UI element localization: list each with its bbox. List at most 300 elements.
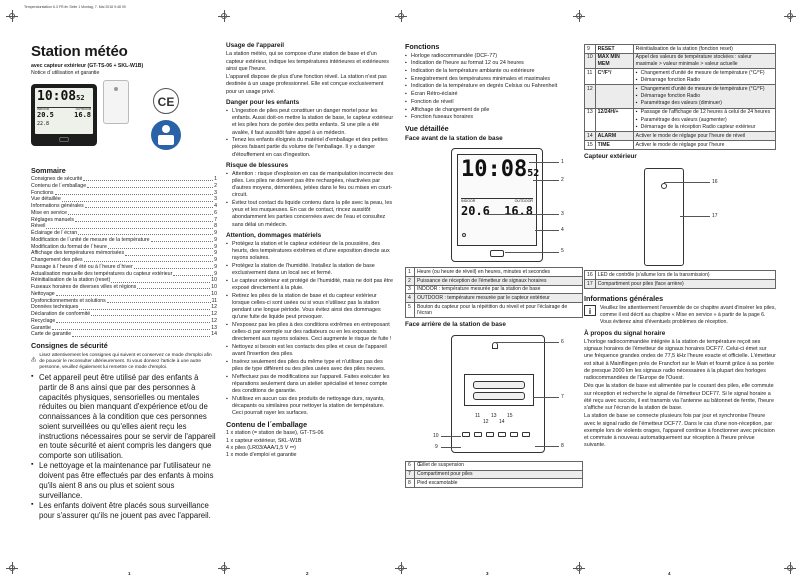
toc-entry-page: 8 [214,223,217,230]
safety-bullet: ▪ Les enfants doivent être placés sous surveillance pour s'assurer qu'ils ne jouent pas avec l'appareil. [31,501,217,520]
front-outdoor-value: 16.8 [504,204,533,219]
crop-mark [218,10,230,22]
toc-entry-title: Actualisation manuelle des températures du capteur extérieur [31,270,173,277]
legend-number: 7 [406,470,415,479]
front-view-figure [405,144,583,267]
damage-bullet: ▪ N'effectuez pas de modifications sur l'appareil. Faites exécuter les réparations seulement dans un atelier spécialisé et tenez compte des conditions de garantie. [226,374,394,395]
callout-7: 7 [561,393,564,400]
toc-entry [31,176,217,183]
legend-row [406,479,583,488]
toc-entry [31,277,217,284]
button-description [633,53,775,68]
sensor-title: Capteur extérieur [584,152,637,160]
button-description [633,85,775,109]
toc-entry-title: Consignes de sécurité [31,176,83,183]
button-legend-row [585,68,776,84]
toc-entry-title: Nettoyage [31,290,55,297]
toc-entry-page: 9 [214,250,217,257]
button-legend-row [585,132,776,141]
button-description [633,68,775,84]
button-description-list [636,109,773,130]
general-info-title: Informations générales [584,293,664,303]
button-name: RESET [595,45,633,54]
toc-entry-title: Modification de l´unité de mesure de la température [31,236,150,243]
legend-row [406,277,583,286]
package-content-item: 1 x capteur extérieur, SKL-W1B [226,437,302,444]
toc-entry-title: Réveil [31,223,46,230]
damage-bullet: ▪ N'utilisez en aucun cas des produits de nettoyage durs, rayants, décapants ou similaires pour nettoyer la station de température. Ceci pourrait rayer les surfaces. [226,396,394,417]
toc-leader [151,237,214,242]
callout-4: 4 [561,227,564,234]
toc-entry [31,304,217,311]
button-description-item: ▪ Changement d'unité de mesure de température (°C/°F) [636,70,773,77]
legend-number: 16 [585,271,596,280]
display-outdoor-label: OUTDOOR [75,106,91,111]
button-description-item: ▪ Paramétrage des valeurs (augmenter) [636,117,773,124]
toc-entry-page: 10 [211,284,217,291]
base-station-image [31,84,97,146]
ce-mark-icon: CE [153,88,179,114]
display-bottom-value: 22.8 [37,120,50,127]
usage-title: Usage de l'appareil [226,42,284,49]
button-description-item: ▪ Démarrage fonction Radio [636,77,773,84]
toc-entry [31,325,217,332]
toc-entry-page: 14 [211,331,217,338]
legend-row [585,271,776,280]
front-display-seconds: 52 [527,168,540,180]
document-title: Station météo [31,43,128,60]
crop-mark [573,10,585,22]
kids-danger-bullet: ▪ Tenez les enfants éloignés du matériel d'emballage et des petites pièces faisant partie du volume de l'emballage. Il y a danger d'étouffement en cas d'ingestion. [226,137,394,158]
damage-bullet: ▪ Nettoyez si besoin est les contacts des piles et ceux de l'appareil avant l'insertion des piles. [226,344,394,358]
battery-compartment [464,374,534,406]
front-legend-table [405,267,583,318]
product-image [31,80,217,166]
front-snooze-button [490,250,504,257]
buttons-legend-table [584,44,776,150]
toc-entry-title: Réglages manuels [31,216,74,223]
button-legend-row [585,53,776,68]
safety-bullets [31,373,217,520]
button-description-item: ▪ Démarrage de la réception Radio capteur extérieur [636,124,773,131]
document-notice: Notice d´utilisation et garantie [31,69,100,76]
package-content-item: 4 x piles (LR03/AAA/1,5 V ⎓) [226,444,296,451]
toc-leader [78,230,213,235]
snooze-button-image [59,137,69,142]
toc-entry [31,284,217,291]
legend-number: 1 [406,268,415,277]
legend-number: 10 [585,53,596,68]
legend-number: 8 [406,479,415,488]
toc-entry-page: 12 [211,317,217,324]
toc-entry-page: 9 [214,243,217,250]
function-item: ▪ Écran Rétro-éclairé [405,91,583,98]
toc-entry-page: 10 [211,290,217,297]
callout-11: 11 [475,412,481,419]
toc-entry [31,210,217,217]
callout-12: 12 [483,418,489,425]
document-subtitle: avec capteur extérieur (GT-TS-06 + SKL-W1B) [31,62,144,69]
toc-leader [85,203,213,208]
toc-entry-page: 6 [214,209,217,216]
signal-paragraph: Dès que la station de base est alimentée par le courant des piles, elle commute sur réception et recherche le signal de l'émetteur DCF77. Si le signal horaire a été reçu avec succès, il est transmis via l'antenne au bâtonnet de ferrite, l'heure s'affiche sur l'écran de la station de base. [584,383,774,411]
print-header: Temperaturstation 6.3 FR.fm Seite 1 Montag, 7. Mai 2018 9:48 09 [24,5,126,9]
button-description [633,45,775,54]
crop-mark [784,562,796,574]
injury-risk-bullet: ▪ Attention : risque d'explosion en cas de manipulation incorrecte des piles. Les piles ne doivent pas être rechargées, réactivées par d'autres moyens, démontées, jetées dans le feu ou mises en court-circuit. [226,171,394,200]
front-display-time: 10:08 [461,157,528,183]
legend-text: Pied escamotable [415,479,583,488]
toc-entry [31,311,217,318]
toc-entry-page: 9 [214,230,217,237]
crop-mark [6,562,18,574]
toc-leader [75,217,213,222]
toc-leader [56,318,210,323]
toc-entry-page: 10 [211,277,217,284]
button-name: TIME [595,141,633,150]
callout-9: 9 [435,443,438,450]
button-legend-row [585,108,776,132]
legend-text: LED de contrôle (s'allume lors de la transmission) [595,271,775,280]
display-indoor-label: INDOOR [37,106,49,111]
button-name: MAX MIN MEM [595,53,633,68]
usage-paragraph: La station météo, qui se compose d'une station de base et d'un capteur extérieur, indique les températures intérieures et extérieures ainsi que l'heure. [226,51,390,72]
legend-text: Puissance de réception de l'émetteur de signaux horaires [415,277,583,286]
legend-number: 17 [585,279,596,288]
sensor-led-image [114,87,118,91]
injury-risk-bullets [226,171,394,229]
toc-entry [31,244,217,251]
toc-entry-page: 2 [214,182,217,189]
legend-text: Compartiment pour piles [415,470,583,479]
outdoor-sensor-image [103,80,129,124]
damage-title: Attention, dommages matériels [226,231,322,239]
damage-bullets [226,241,394,417]
toc-entry-title: Carte de garantie [31,331,72,338]
button-description-item: ▪ Passage de l'affichage de 12 heures à celui de 24 heures [636,109,773,116]
button-description-list [636,86,773,107]
signal-title: À propos du signal horaire [584,329,666,337]
damage-bullet: ▪ Le capteur extérieur est protégé de l'humidité, mais ne doit pas être exposé directement à la pluie. [226,278,394,292]
toc-entry [31,271,217,278]
back-buttons [462,432,536,446]
toc-entry [31,217,217,224]
table-of-contents [31,176,217,338]
function-item: ▪ Horloge radiocommandée (DCF-77) [405,53,583,60]
legend-number: 11 [585,68,596,84]
safety-warning-text: Lisez attentivement les consignes qui suivent et conservez ce mode d'emploi afin de pouvoir le reconsulter ultérieurement. Si vous donnez l'article à une autre personne, veuillez également lui remettre ce mode d'emploi. [39,352,212,370]
legend-row [406,294,583,303]
legend-number: 3 [406,285,415,294]
safety-bullet: ▪ Le nettoyage et la maintenance par l'utilisateur ne doivent pas être effectués par des enfants à moins qu'ils aient 8 ans ou plus et soient sous surveillance. [31,461,217,500]
toc-entry-title: Fuseaux horaires de diverses villes et régions [31,284,137,291]
base-station-screen [35,88,93,134]
sensor-figure [584,162,776,270]
page-number: 1 [128,571,131,576]
legend-row [406,470,583,479]
callout-1: 1 [561,159,564,166]
crop-mark [395,10,407,22]
toc-entry-page: 11 [211,297,217,304]
callout-8: 8 [561,442,564,449]
back-legend-table [405,461,583,488]
callout-10: 10 [433,432,439,439]
toc-entry-page: 7 [214,216,217,223]
damage-bullet: ▪ N'exposez pas les piles à des conditions extrêmes en entreposant celles-ci par exemple sur des radiateurs ou en les exposants directement aux rayons solaires. Ceci augmente le risque de fuite ! [226,322,394,343]
package-content-item: 1 x station (= station de base), GT-TS-06 [226,430,324,437]
toc-entry-page: 1 [214,176,217,183]
front-station-screen [457,154,540,246]
toc-entry [31,237,217,244]
toc-leader [46,223,213,228]
toc-entry [31,183,217,190]
legend-row [406,285,583,294]
damage-bullet: ▪ Insérez seulement des piles du même type et n'utilisez pas des piles de type différent ou des piles usées avec des piles neuves. [226,359,394,373]
legend-number: 14 [585,132,596,141]
back-station-outline [451,335,545,453]
front-view-title: Face avant de la station de base [405,134,503,142]
legend-number: 12 [585,85,596,109]
toc-entry-title: Modification du format de l´heure [31,243,107,250]
toc-entry [31,318,217,325]
toc-entry-page: 9 [214,257,217,264]
toc-entry [31,331,217,338]
toc-leader [111,277,210,282]
detail-view-title: Vue détaillée [405,124,449,134]
crop-mark [573,562,585,574]
kids-danger-bullet: ▪ L'ingestion de piles peut constituer un danger mortel pour les enfants. Aussi doit-on mettre la station de base, le capteur extérieur et les piles hors de portée des petits enfants. Si une pile a été avalée, il faut aussitôt faire appel à un médecin. [226,108,394,137]
toc-title: Sommaire [31,165,66,175]
page-2 [226,40,394,459]
functions-list [405,53,583,122]
toc-entry-title: Informations générales [31,203,84,210]
legend-number: 9 [585,45,596,54]
toc-leader [79,304,210,309]
toc-entry-page: 12 [211,304,217,311]
page-number: 3 [486,571,489,576]
toc-leader [62,196,213,201]
toc-entry-page: 13 [211,324,217,331]
button-name: ALARM [595,132,633,141]
toc-entry-page: 9 [214,270,217,277]
toc-entry [31,203,217,210]
toc-entry-title: Vue détaillée [31,196,61,203]
legend-number: 4 [406,294,415,303]
legend-row [406,268,583,277]
toc-leader [56,291,211,296]
toc-entry [31,190,217,197]
toc-entry-page: 9 [214,236,217,243]
toc-leader [83,176,213,181]
damage-bullet: ▪ Retirez les piles de la station de base et du capteur extérieur lorsque celles-ci sont usées ou si vous n'utilisez pas la station pendant une longue période. Vous évitez ainsi des dommages qu'une fuite de liquide peut provoquer. [226,293,394,322]
button-description [633,108,775,132]
toc-leader [84,257,213,262]
display-seconds: 52 [76,93,85,102]
signal-paragraph: L'horloge radiocommandée intégrée à la station de température reçoit ses signaux horaires de l'émetteur de signaux horaires DCF77. Celui-ci émet sur une fréquence grandes ondes de 77,5 kHz l'heure exacte et officielle. L'émetteur est situé à Mainflingen près de Francfort sur le Main et fournit grâce à sa portée de presque 2000 km les signaux radio nécessaires à la plupart des horloges radiocommandées de l'Europe de l'Ouest. [584,339,776,381]
sensor-led [661,183,667,189]
toc-leader [52,325,210,330]
callout-6: 6 [561,338,564,345]
page-3 [405,40,583,488]
toc-entry-title: Données techniques [31,304,79,311]
legend-row [585,279,776,288]
button-description-text: Activer le mode de réglage pour l'heure [635,141,725,148]
button-description [633,132,775,141]
back-view-title: Face arrière de la station de base [405,321,506,329]
back-view-figure [405,331,583,461]
general-info-box [584,305,776,326]
toc-entry-title: Affichage des températures mémorisées [31,250,125,257]
toc-leader [107,298,211,303]
toc-entry-title: Réinitialisation de la station (reset) [31,277,111,284]
toc-entry-title: Fonctions [31,189,54,196]
button-description-item: ▪ Paramétrage des valeurs (diminuer) [636,100,773,107]
toc-entry-page: 3 [214,196,217,203]
toc-entry-title: Changement des piles [31,257,83,264]
toc-leader [137,284,210,289]
toc-entry-title: Mise en service [31,209,68,216]
callout-16: 16 [712,179,718,186]
kids-danger-bullets [226,108,394,158]
callout-13: 13 [491,412,497,419]
button-description [633,141,775,150]
function-item: ▪ Indication de la température ambiante ou extérieure [405,68,583,75]
crop-mark [6,10,18,22]
safety-bullet: ▪ Cet appareil peut être utilisé par des enfants à partir de 8 ans ainsi que par des personnes à capacités physiques, sensorielles ou mentales réduites ou bien manquant d'expérience et/ou de connaissances à la condition que ces personnes soient surveillées ou qu'elles aient reçu les instructions nécessaires pour se servir de l'appareil en toute sécurité et aient compris les dangers que comporte son utilisation. [31,373,217,461]
button-description-text: Activer le mode de réglage pour l'heure de réveil [635,132,746,139]
damage-bullet: ▪ Protégez la station et le capteur extérieur de la poussière, des heurts, des températures extrêmes et d'une exposition directe aux rayons solaires. [226,241,394,262]
button-description-text: Réinitialisation de la station (fonction reset) [635,45,733,52]
toc-leader [134,264,213,269]
package-content-title: Contenu de l´emballage [226,419,308,429]
toc-entry [31,223,217,230]
function-item: ▪ Fonction fuseaux horaires [405,114,583,121]
display-time: 10:08 [37,88,77,104]
callout-15: 15 [507,412,513,419]
button-legend-row [585,141,776,150]
button-name: 12/24H/+ [595,108,633,132]
legend-row [406,461,583,470]
callout-2: 2 [561,177,564,184]
hanging-eyelet [492,342,498,349]
legend-number: 13 [585,108,596,132]
info-icon: i [584,305,596,316]
toc-leader [91,311,210,316]
signal-icon [462,233,466,237]
legend-text: INDOOR : température mesurée par la station de base [415,285,583,294]
legend-row [406,303,583,318]
front-station-outline [451,148,543,262]
usage-paragraph: L'appareil dispose de plus d'une fonction réveil. La station n'est pas destinée à un usage professionnel. Elle est conçue exclusivement pour un usage privé. [226,74,387,95]
button-name: C°/F°/ [595,68,633,84]
toc-entry [31,230,217,237]
crop-mark [395,562,407,574]
front-indoor-label: INDOOR [461,199,476,204]
toc-leader [108,244,213,249]
package-content-item: 1 x mode d'emploi et garantie [226,451,297,458]
legend-text: Œillet de suspension [415,461,583,470]
toc-entry-page: 4 [214,203,217,210]
kids-danger-title: Danger pour les enfants [226,98,300,106]
toc-leader [55,190,214,195]
button-description-text: Appel des valeurs de température stockées : valeur maximale > valeur minimale > valeur actuelle [635,54,752,67]
button-legend-row [585,85,776,109]
toc-leader [72,331,210,336]
toc-entry-page: 9 [214,263,217,270]
button-legend-row [585,45,776,54]
callout-3: 3 [561,211,564,218]
page-4 [584,44,776,451]
toc-entry [31,257,217,264]
toc-entry [31,298,217,305]
front-outdoor-label: OUTDOOR [514,199,533,204]
callout-14: 14 [499,418,505,425]
sensor-legend-table [584,270,776,288]
toc-entry [31,196,217,203]
legend-number: 6 [406,461,415,470]
function-item: ▪ Indication de la température en degrés Celsius ou Fahrenheit [405,83,583,90]
toc-entry-title: Passage à l´heure d´été ou à l´heure d´hiver [31,263,133,270]
button-description-item: ▪ Démarrage fonction Radio [636,93,773,100]
toc-leader [125,250,213,255]
legend-text: Bouton du capteur pour la répétition du réveil et pour l'éclairage de l'écran [415,303,583,318]
function-item: ▪ Affichage de changement de pile [405,107,583,114]
function-item: ▪ Indication de l'heure au format 12 ou 24 heures [405,60,583,67]
sensor-outline [644,168,684,266]
toc-entry-title: Dysfonctionnements et solutions [31,297,106,304]
warning-triangle-icon [31,353,36,365]
general-info-text: Veuillez lire attentivement l'ensemble de ce chapitre avant d'insérer les piles, comme il est décrit au chapitre « Mise en service » à partir de la page 6. Vous éviterez ainsi d'éventuels problèmes de réception. [600,305,776,325]
toc-entry-title: Garantie [31,324,51,331]
function-item: ▪ Fonction de réveil [405,99,583,106]
toc-leader [87,183,213,188]
crop-mark [218,562,230,574]
legend-text: Compartiment pour piles (face arrière) [595,279,775,288]
button-description-list [636,70,773,84]
toc-entry [31,250,217,257]
safety-warning [31,353,217,372]
functions-title: Fonctions [405,42,440,51]
toc-entry [31,264,217,271]
toc-leader [173,271,213,276]
display-indoor-value: 20.5 [37,111,54,120]
package-content-list [226,430,394,459]
legend-number: 5 [406,303,415,318]
callout-5: 5 [561,248,564,255]
injury-risk-bullet: ▪ Évitez tout contact du liquide contenu dans la pile avec la peau, les yeux et les muqueuses. En cas de contact, rincez aussitôt abondamment les parties concernées avec de l'eau et consultez sans délai un médecin. [226,200,394,229]
toc-entry-title: Recyclage [31,317,56,324]
crop-mark [784,10,796,22]
legend-text: OUTDOOR : température mesurée par le capteur extérieur [415,294,583,303]
display-outdoor-value: 16.8 [74,111,91,120]
read-manual-icon [151,120,181,150]
toc-leader [68,210,213,215]
toc-entry-title: Éclairage de l´écran [31,230,78,237]
legend-text: Heure (ou heure de réveil) en heures, minutes et secondes [415,268,583,277]
injury-risk-title: Risque de blessures [226,161,289,169]
page-number: 2 [306,571,309,576]
front-indoor-value: 20.6 [461,204,490,219]
button-name [595,85,633,109]
page-number: 4 [668,571,671,576]
legend-number: 2 [406,277,415,286]
toc-entry-page: 12 [211,311,217,318]
legend-number: 15 [585,141,596,150]
signal-paragraph: La station de base se connecte plusieurs fois par jour et synchronise l'heure avec le signal radio de l'émetteur DCF77. Dans le cas d'une non-réception, par exemple lors de violents orages, l'appareil continue à fonctionner avec précision et commute à nouveau automatiquement sur réception à l'heure prévue suivante. [584,413,775,448]
toc-entry [31,291,217,298]
button-description-item: ▪ Changement d'unité de mesure de température (°C/°F) [636,86,773,93]
function-item: ▪ Enregistrement des températures minimales et maximales [405,76,583,83]
